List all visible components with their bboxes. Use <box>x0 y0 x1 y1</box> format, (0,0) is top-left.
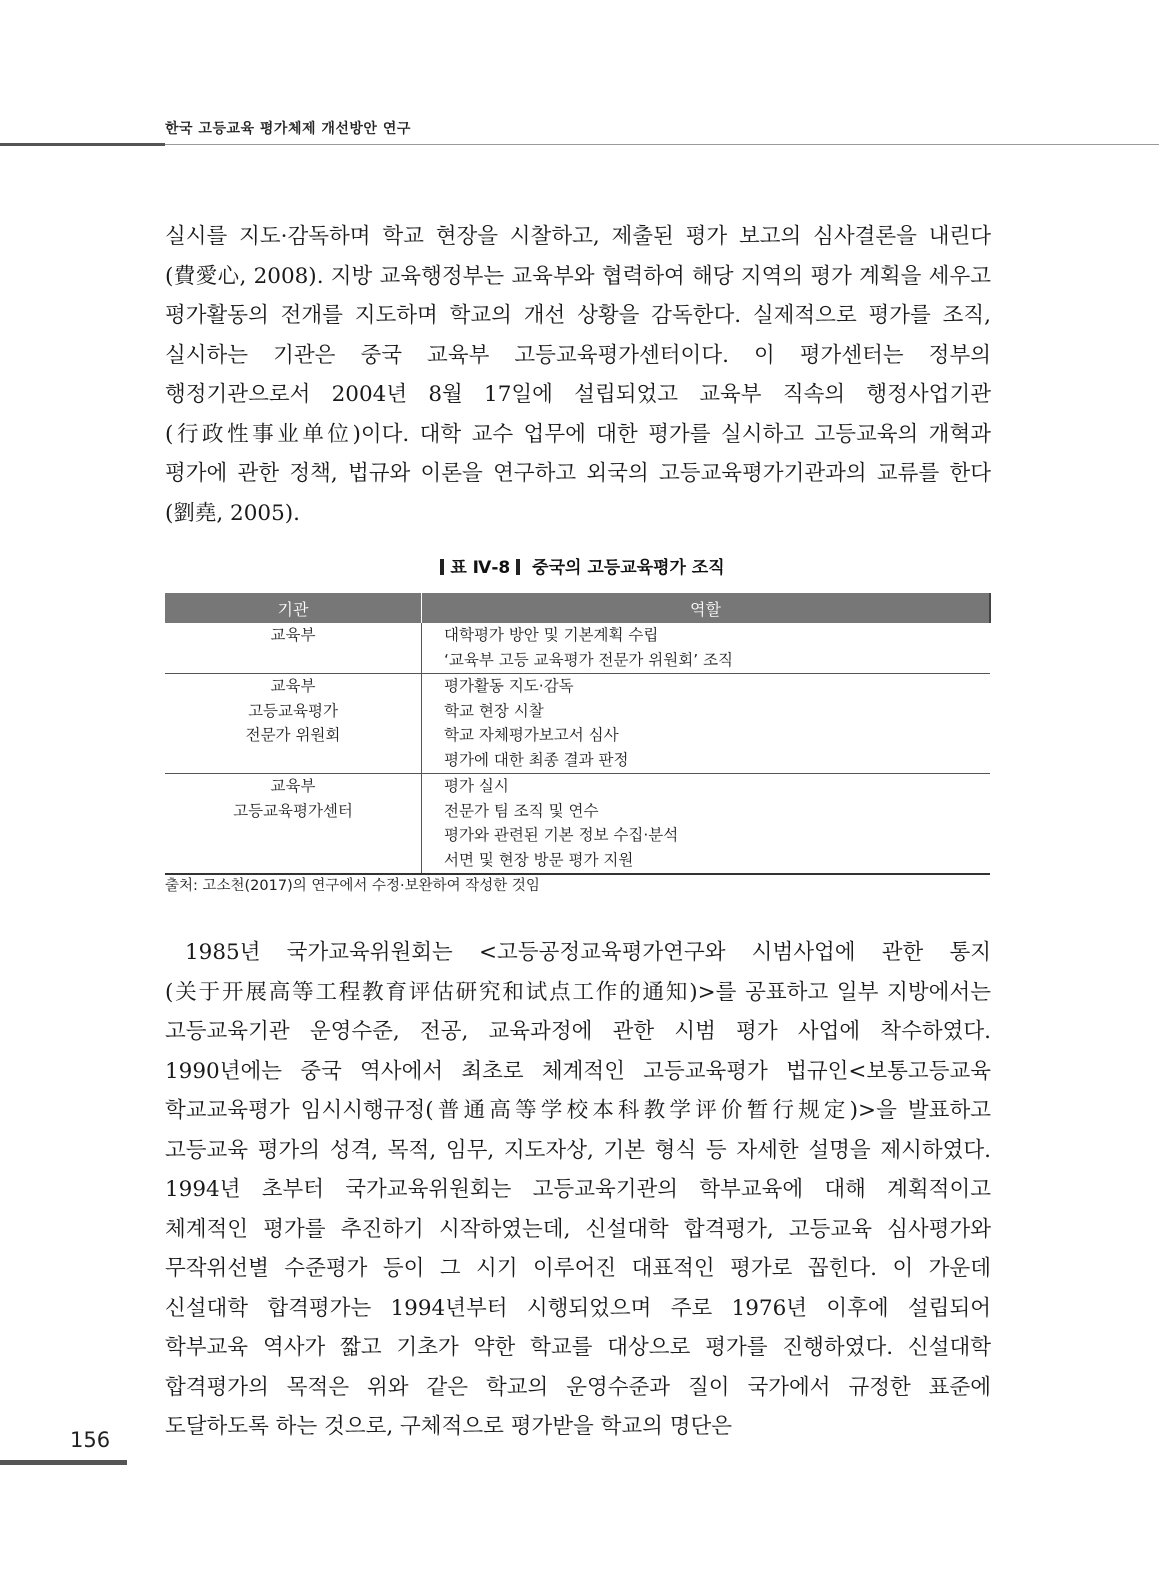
table-row <box>165 674 990 774</box>
table-row <box>165 774 990 875</box>
role-line: 평가 실시 <box>444 777 509 795</box>
running-header-title: 한국 고등교육 평가체제 개선방안 연구 <box>165 121 411 137</box>
institution-line: 전문가 위원회 <box>245 726 341 744</box>
institution-cell <box>165 774 422 875</box>
page-number: 156 <box>70 1428 111 1452</box>
role-line: 학교 자체평가보고서 심사 <box>444 726 619 744</box>
table-caption-label: 표 Ⅳ-8 <box>450 558 511 578</box>
role-line: 평가활동 지도·감독 <box>444 677 574 695</box>
institution-cell <box>165 674 422 774</box>
institution-line: 교육부 <box>270 677 316 695</box>
body-paragraph-2: 1985년 국가교육위원회는 <고등공정교육평가연구와 시범사업에 관한 통지(关于开展高等工程教育评估研究和试点工作的通知)>를 공표하고 일부 지방에서는 고등교육기관 운영수준, 전공, 교육과정에 관한 시범 평가 사업에 착수하였다. 1990년에는 중국 역사에서 최초로 체계적인 고등교육평가 법규인<보통고등교육 학교교육평가 임시시행규정(普通高等学校本科教学评价暂行规定)>을 발표하고 고등교육 평가의 성격, 목적, 임무, 지도자상, 기본 형식 등 자세한 설명을 제시하였다. 1994년 초부터 국가교육위원회는 고등교육기관의 학부교육에 대해 계획적이고 체계적인 평가를 추진하기 시작하였는데, 신설대학 합격평가, 고등교육 심사평가와 무작위선별 수준평가 등이 그 시기 이루어진 대표적인 평가로 꼽힌다. 이 가운데 신설대학 합격평가는 1994년부터 시행되었으며 주로 1976년 이후에 설립되어 학부교육 역사가 짧고 기초가 약한 학교를 대상으로 평가를 진행하였다. 신설대학 합격평가의 목적은 위와 같은 학교의 운영수준과 질이 국가에서 규정한 표준에 도달하도록 하는 것으로, 구체적으로 평가받을 학교의 명단은 <box>165 940 991 1439</box>
role-cell <box>422 623 991 674</box>
caption-bar-left <box>440 559 444 575</box>
institution-line: 교육부 <box>270 777 316 795</box>
role-line: 평가와 관련된 기본 정보 수집·분석 <box>444 826 679 844</box>
organization-table <box>165 593 991 875</box>
role-line: 대학평가 방안 및 기본계획 수립 <box>444 626 659 644</box>
role-line: 학교 현장 시찰 <box>444 701 544 720</box>
role-line: 서면 및 현장 방문 평가 지원 <box>444 850 634 869</box>
table-caption <box>0 553 1159 578</box>
footer-rule <box>0 1460 127 1465</box>
institution-line: 교육부 <box>270 626 316 644</box>
header-rule-accent <box>0 143 165 146</box>
role-line: 전문가 팀 조직 및 연수 <box>444 801 599 820</box>
caption-bar-right <box>516 559 520 575</box>
institution-line: 고등교육평가센터 <box>233 801 353 820</box>
institution-line: 고등교육평가 <box>248 701 338 720</box>
column-header-role: 역할 <box>422 593 991 623</box>
role-line: 평가에 대한 최종 결과 판정 <box>444 750 629 769</box>
header-rule <box>165 144 1159 145</box>
column-header-institution: 기관 <box>165 593 422 623</box>
institution-cell <box>165 623 422 674</box>
table-row <box>165 623 990 674</box>
role-cell <box>422 774 991 875</box>
table-source-note: 출처: 고소천(2017)의 연구에서 수정·보완하여 작성한 것임 <box>165 878 540 894</box>
role-cell <box>422 674 991 774</box>
body-paragraph-1: 실시를 지도·감독하며 학교 현장을 시찰하고, 제출된 평가 보고의 심사결론을 내린다(費愛心, 2008). 지방 교육행정부는 교육부와 협력하여 해당 지역의 평가 계획을 세우고 평가활동의 전개를 지도하며 학교의 개선 상황을 감독한다. 실제적으로 평가를 조직, 실시하는 기관은 중국 교육부 고등교육평가센터이다. 이 평가센터는 정부의 행정기관으로서 2004년 8월 17일에 설립되었고 교육부 직속의 행정사업기관(行政性事业单位)이다. 대학 교수 업무에 대한 평가를 실시하고 고등교육의 개혁과 평가에 관한 정책, 법규와 이론을 연구하고 외국의 고등교육평가기관과의 교류를 한다(劉堯, 2005). <box>165 224 991 526</box>
role-line: ‘교육부 고등 교육평가 전문가 위원회’ 조직 <box>444 650 734 669</box>
table-caption-title: 중국의 고등교육평가 조직 <box>532 558 725 578</box>
